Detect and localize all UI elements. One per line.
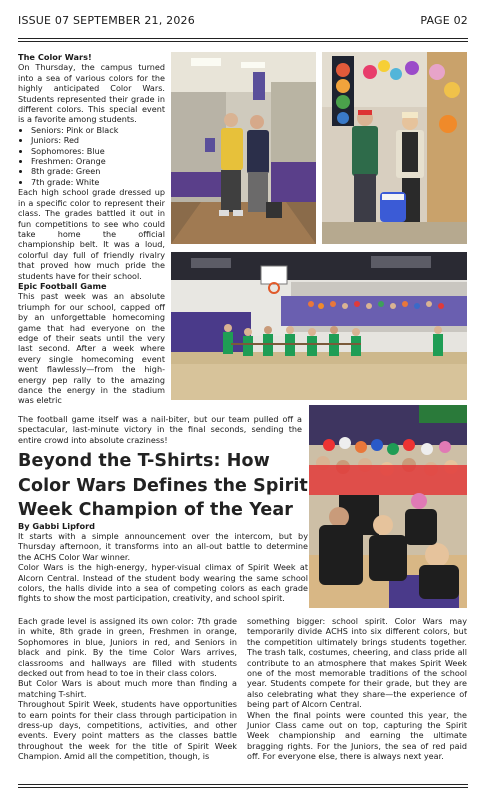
feature-column-right-p1: something bigger: school spirit. Color Wars may temporarily divide ACHS into six different colors, but the competition ultimately brings students together. The trash talk, costumes, cheering, and class pride all contribute to an atmosphere that makes Spirit Week one of the most memorable traditions of the school year. Students compete for their grade, but they are also celebrating what they share—the experience of being part of Alcorn Central.: [247, 616, 467, 710]
photo-hallway-teachers-image: [171, 52, 316, 244]
feature-column-left: [18, 616, 237, 762]
page-number: PAGE 02: [420, 14, 468, 27]
footer-rule-bottom: [18, 787, 468, 788]
feature-column-left-p2: But Color Wars is about much more than finding a matching T-shirt.: [18, 678, 237, 699]
feature-paragraph-1: It starts with a simple announcement over the intercom, but by Thursday afternoon, it transforms into an all-out battle to determine the ACHS Color War winner.: [18, 531, 308, 562]
feature-byline: By Gabbi Lipford: [18, 521, 96, 531]
photo-students-crowd-image: [309, 405, 467, 608]
list-item: • 8th grade: Green: [31, 166, 165, 176]
feature-column-right-p2: When the final points were counted this year, the Junior Class came out on top, capturing the Spirit Week championship and earning the ultimate bragging rights. For the Juniors, the sea of red paid off. For everyone else, there is always next year.: [247, 709, 467, 762]
photo-gym-competition: [171, 252, 467, 400]
header-rule-top: [18, 38, 468, 39]
feature-column-right: [247, 616, 467, 762]
feature-column-left-p1: Each grade level is assigned its own color: 7th grade in white, 8th grade in green, Freshmen in orange, Sophomores in blue, Juniors in red, and Seniors in black and pink. By the time Color Wars arrives, classrooms and hallways are filled with students decked out from head to toe in their class colors.: [18, 616, 237, 679]
photo-costumed-students-image: [322, 52, 467, 244]
list-item: • Sophomores: Blue: [31, 146, 165, 156]
page-header: [18, 10, 468, 30]
feature-column-left-p3: Throughout Spirit Week, students have opportunities to earn points for their class through participation in dress-up days, competitions, activities, and other events. Every point matters as the classes battle throughout the week for the title of Spirit Week Champion. Amid all the competition, though, is: [18, 699, 237, 762]
list-item: • Juniors: Red: [31, 135, 165, 145]
color-wars-title: The Color Wars!: [18, 52, 92, 62]
list-item: • Seniors: Pink or Black: [31, 125, 165, 135]
feature-paragraph-2: Color Wars is the high-energy, hyper-visual climax of Spirit Week at Alcorn Central. Instead of the student body wearing the same school colors, the halls divide into a sea of competing colors as each grade fights to show the most participation, creativity, and school spirit.: [18, 562, 308, 604]
photo-gym-competition-image: [171, 252, 467, 400]
list-item: • 7th grade: White: [31, 177, 165, 187]
issue-date: ISSUE 07 SEPTEMBER 21, 2026: [18, 14, 195, 27]
football-body: This past week was an absolute triumph for our school, capped off by an unforgettable homecoming game that had everyone on the edge of their seats until the very last second. After a week where every single homecoming event went flawlessly—from the high-energy pep rally to the amazing dance the energy in the stadium was eletric: [18, 291, 165, 406]
football-title: Epic Football Game: [18, 280, 107, 291]
footer-rule-top: [18, 784, 468, 785]
football-continuation: [18, 414, 302, 445]
photo-students-crowd: [309, 405, 467, 608]
photo-costumed-students: [322, 52, 467, 244]
color-wars-intro: On Thursday, the campus turned into a sea of various colors for the highly anticipated Color Wars. Students represented their grade in different colors. This special event is a favorite among students.: [18, 62, 165, 125]
color-wars-body: Each high school grade dressed up in a specific color to represent their class. The grades battled it out in fun competitions to see who could take home the official championship belt. It was a loud, colorful day full of friendly rivalry that proved how much pride the students have for their school.: [18, 187, 165, 281]
list-item: • Freshmen: Orange: [31, 156, 165, 166]
grade-color-list: [18, 125, 165, 187]
photo-hallway-teachers: [171, 52, 316, 244]
feature-headline: Beyond the T-Shirts: How Color Wars Defines the Spirit Week Champion of the Year: [18, 451, 308, 520]
feature-intro: [18, 531, 308, 604]
color-wars-article: [18, 52, 165, 406]
header-rule-bottom: [18, 41, 468, 42]
football-body-2: The football game itself was a nail-biter, but our team pulled off a spectacular, last-minute victory in the final seconds, sending the entire crowd into absolute craziness!: [18, 414, 302, 445]
